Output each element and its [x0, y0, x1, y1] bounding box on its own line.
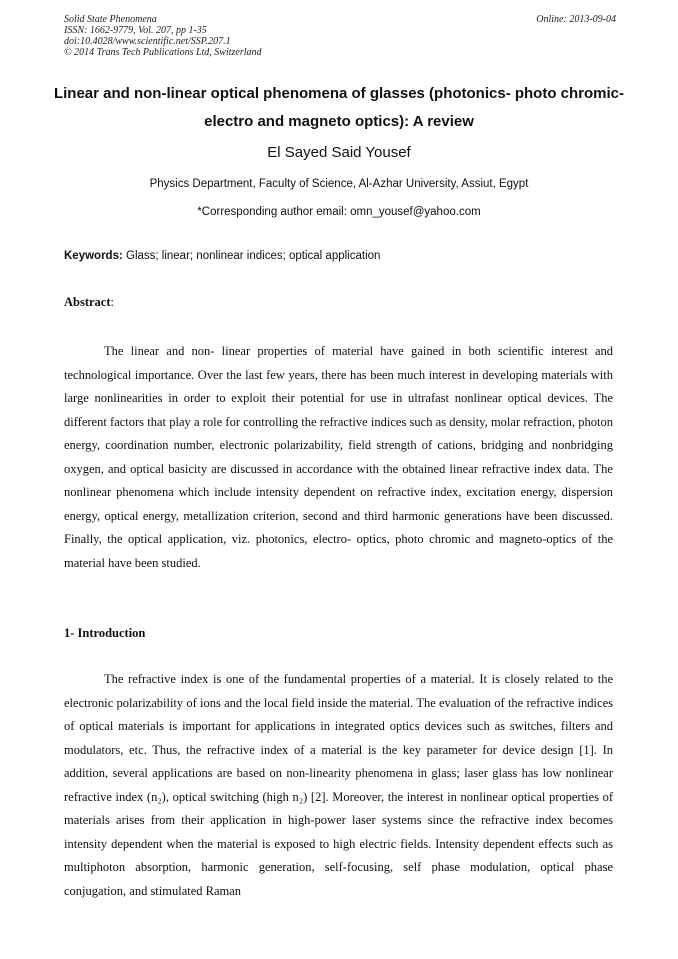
author-name: El Sayed Said Yousef	[267, 144, 411, 161]
introduction-body: The refractive index is one of the fundamental properties of a material. It is closely related to the electronic polarizability of ions and the local field inside the material. The evaluation of the refractive indices of optical materials is important for applications in integrated optics devices such as switches, filters and modulators, etc. Thus, the refractive index of a material is the key parameter for device design [1]. In addition, several applications are based on non-linearity phenomena in glass; laser glass has low nonlinear refractive index (n₂), optical switching (high n₂) [2]. Moreover, the interest in nonlinear optical properties of materials arises from their application in high-power laser systems since the refractive index becomes intensity dependent when the material is exposed to high electric fields. Intensity dependent effects such as multiphoton absorption, harmonic generation, self-focusing, self phase modulation, optical phase conjugation, and stimulated Raman	[64, 672, 613, 898]
section-heading-introduction: 1- Introduction	[64, 626, 146, 640]
keywords	[64, 250, 380, 262]
abstract-body: The linear and non- linear properties of material have gained in both scientific interest and technological importance. Over the last few years, there has been much interest in developing materials with large nonlinearities in order to exploit their potential for use in ultrafast nonlinear optical devices. The different factors that play a role for controlling the refractive indices such as density, molar refraction, photon energy, coordination number, electronic polarizability, field strength of cations, bridging and nonbridging oxygen, and optical basicity are discussed in accordance with the obtained linear refractive index data. The nonlinear phenomena which include intensity dependent on refractive index, excitation energy, dispersion energy, optical energy, metallization criterion, second and third harmonic generations have been discussed. Finally, the optical application, viz. photonics, electro- optics, photo chromic and magneto-optics of the material have been studied.	[64, 344, 613, 570]
keywords-label: Keywords:	[64, 250, 123, 262]
abstract-heading	[64, 295, 114, 310]
doi-line[interactable]: doi:10.4028/www.scientific.net/SSP.207.1	[64, 36, 231, 47]
corresponding-author: *Corresponding author email: omn_yousef@yahoo.com	[197, 206, 481, 218]
affiliation: Physics Department, Faculty of Science, Al-Azhar University, Assiut, Egypt	[149, 178, 529, 190]
online-date: Online: 2013-09-04	[536, 14, 616, 25]
copyright-line: © 2014 Trans Tech Publications Ltd, Switzerland	[64, 47, 262, 58]
abstract-label: Abstract	[64, 295, 111, 309]
journal-header	[64, 14, 262, 58]
keywords-text: Glass; linear; nonlinear indices; optical application	[126, 250, 381, 262]
journal-name: Solid State Phenomena	[64, 14, 157, 25]
abstract-colon: :	[110, 295, 114, 309]
paper-title: Linear and non-linear optical phenomena of glasses (photonics- photo chromic- electro and magneto optics): A review	[53, 85, 625, 130]
issn-line: ISSN: 1662-9779, Vol. 207, pp 1-35	[64, 25, 207, 36]
